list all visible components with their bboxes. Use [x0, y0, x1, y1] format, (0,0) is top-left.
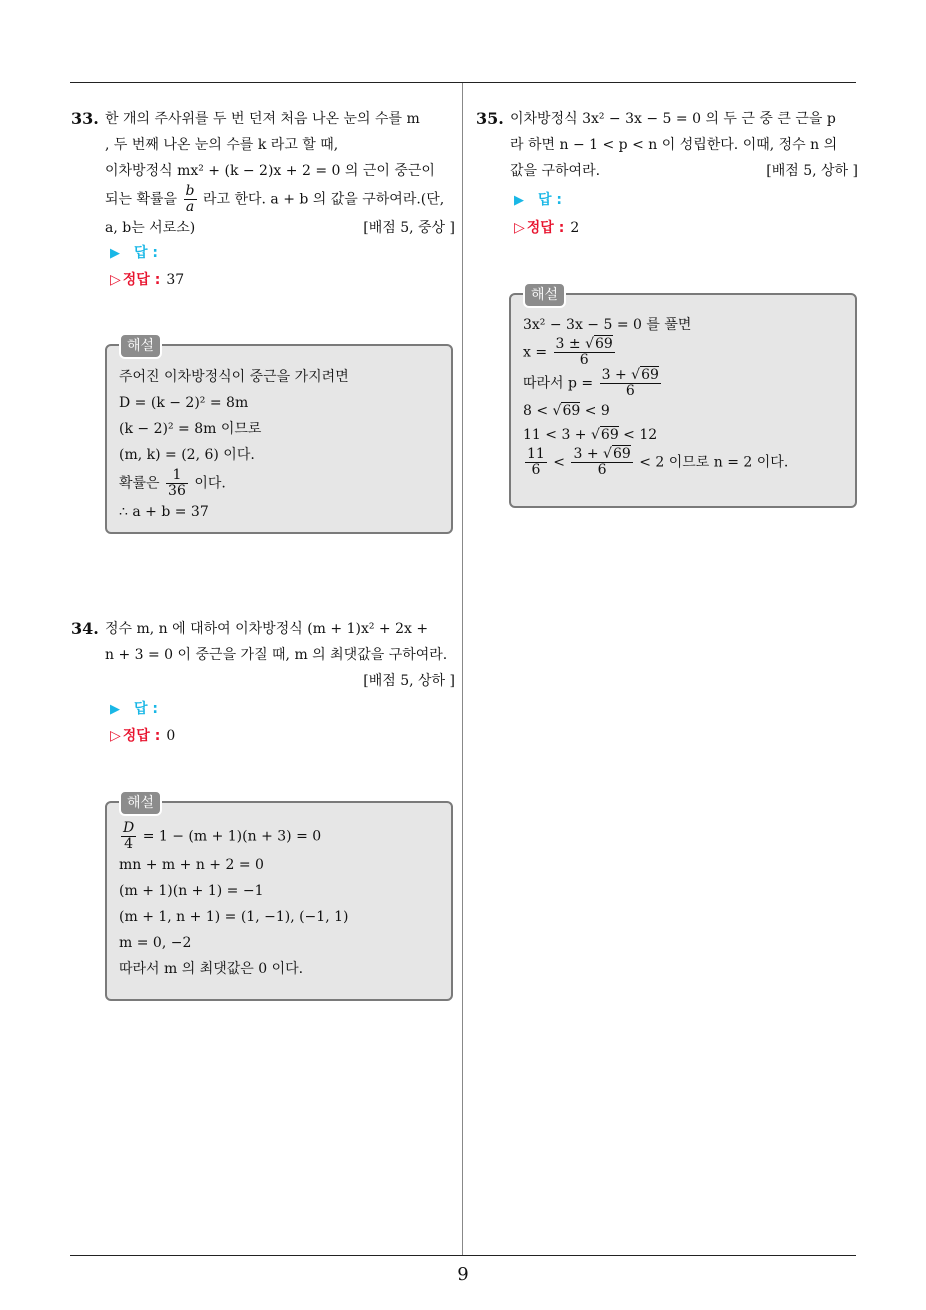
- fraction-denominator: 6: [531, 462, 541, 478]
- solution-text: < 12: [618, 427, 658, 443]
- fraction-numerator: D: [123, 820, 135, 836]
- solution-line: [523, 423, 843, 447]
- solution-line: m = 0, −2: [119, 935, 192, 951]
- sqrt-prefix: 3 + √: [573, 446, 612, 462]
- question-line: [510, 158, 858, 184]
- answer-label: 답 :: [134, 701, 158, 717]
- solution-text: 따라서 p =: [523, 375, 594, 392]
- play-icon: ▶: [110, 702, 120, 717]
- solution-text: 11 < 3 + √: [523, 427, 600, 443]
- solution-line: 주어진 이차방정식이 중근을 가지려면: [119, 369, 349, 385]
- answer-row: [110, 243, 158, 264]
- correct-label: 정답 :: [122, 272, 161, 288]
- fraction-numerator: [571, 447, 632, 463]
- solution-line: [523, 447, 843, 478]
- score-label: [배점 5, 상하 ]: [363, 673, 455, 689]
- solution-line: [119, 821, 439, 852]
- fraction: [600, 368, 661, 399]
- solution-line: [523, 337, 843, 368]
- question-line: 정수 m, n 에 대하여 이차방정식 (m + 1)x² + 2x +: [105, 621, 429, 637]
- answer-row: [514, 190, 562, 211]
- triangle-outline-icon: ▷: [110, 728, 121, 744]
- sqrt-radicand: 69: [562, 403, 581, 419]
- answer-row: [110, 699, 158, 720]
- correct-answer-row: [514, 218, 579, 238]
- explanation-tag: 해설: [119, 333, 162, 359]
- question-text: a, b는 서로소): [105, 220, 196, 236]
- sqrt-prefix: 3 ± √: [555, 336, 594, 352]
- question-text: 되는 확률을: [105, 191, 178, 208]
- explanation-box: [105, 338, 453, 534]
- question-line: [105, 184, 455, 215]
- solution-text: = 1 − (m + 1)(n + 3) = 0: [142, 828, 322, 845]
- explanation-tag: 해설: [119, 790, 162, 816]
- score-label: [배점 5, 상하 ]: [766, 163, 858, 179]
- question-line: 이차방정식 3x² − 3x − 5 = 0 의 두 근 중 큰 근을 p: [510, 111, 836, 127]
- fraction: [184, 184, 197, 215]
- solution-text: x =: [523, 344, 548, 361]
- fraction-denominator: 4: [124, 836, 134, 852]
- solution-line: mn + m + n + 2 = 0: [119, 857, 264, 873]
- question-line: 한 개의 주사위를 두 번 던져 처음 나온 눈의 수를 m: [105, 111, 420, 127]
- fraction: [121, 821, 136, 852]
- problem-34: [71, 616, 455, 694]
- correct-value: 2: [570, 220, 580, 236]
- fraction-numerator: [600, 368, 661, 384]
- triangle-outline-icon: ▷: [514, 220, 525, 236]
- fraction-denominator: 36: [168, 483, 186, 499]
- solution-line: 따라서 m 의 최댓값은 0 이다.: [119, 961, 304, 977]
- correct-label: 정답 :: [122, 728, 161, 744]
- problem-number: 34.: [71, 619, 99, 638]
- solution-line: (m + 1)(n + 1) = −1: [119, 883, 264, 899]
- page-number: 9: [457, 1264, 469, 1285]
- triangle-outline-icon: ▷: [110, 272, 121, 288]
- fraction: [571, 447, 632, 478]
- answer-label: 답 :: [134, 245, 158, 261]
- solution-text: 확률은: [119, 475, 160, 492]
- play-icon: ▶: [514, 193, 524, 208]
- fraction-denominator: 6: [625, 383, 635, 399]
- solution-text: 8 < √: [523, 403, 562, 419]
- correct-label: 정답 :: [526, 220, 565, 236]
- solution-text: < 9: [580, 403, 610, 419]
- correct-answer-row: [110, 270, 184, 290]
- explanation-tag: 해설: [523, 282, 566, 308]
- correct-value: 37: [166, 272, 185, 288]
- solution-line: [523, 368, 843, 399]
- answer-label: 답 :: [538, 192, 562, 208]
- bottom-rule: [70, 1255, 856, 1256]
- solution-line: [119, 468, 439, 499]
- solution-line: (m, k) = (2, 6) 이다.: [119, 447, 255, 463]
- sqrt-radicand: 69: [641, 367, 659, 383]
- question-line: 라 하면 n − 1 < p < n 이 성립한다. 이때, 정수 n 의: [510, 137, 838, 153]
- sqrt-radicand: 69: [600, 427, 619, 443]
- correct-value: 0: [166, 728, 176, 744]
- question-line: , 두 번째 나온 눈의 수를 k 라고 할 때,: [105, 137, 339, 153]
- fraction-numerator: 11: [527, 446, 545, 462]
- question-text: 값을 구하여라.: [510, 163, 601, 179]
- solution-line: [523, 399, 843, 423]
- fraction: [525, 447, 547, 478]
- sqrt-prefix: 3 + √: [601, 367, 641, 383]
- explanation-box: [509, 287, 857, 508]
- solution-line: (k − 2)² = 8m 이므로: [119, 421, 262, 437]
- solution-line: ∴ a + b = 37: [119, 504, 209, 520]
- fraction-denominator: 6: [579, 352, 589, 368]
- solution-line: (m + 1, n + 1) = (1, −1), (−1, 1): [119, 909, 349, 925]
- question-line: n + 3 = 0 이 중근을 가질 때, m 의 최댓값을 구하여라.: [105, 647, 448, 663]
- problem-number: 33.: [71, 109, 99, 128]
- solution-text: 이다.: [194, 475, 226, 492]
- score-label: [배점 5, 중상 ]: [363, 220, 455, 236]
- play-icon: ▶: [110, 246, 120, 261]
- sqrt-radicand: 69: [595, 336, 613, 352]
- fraction: [554, 337, 615, 368]
- solution-text: <: [553, 454, 566, 471]
- fraction-numerator: b: [185, 183, 195, 199]
- explanation-box: [105, 795, 453, 1001]
- sqrt-radicand: 69: [612, 446, 631, 462]
- solution-line: 3x² − 3x − 5 = 0 를 풀면: [523, 317, 692, 333]
- fraction-denominator: 6: [597, 462, 607, 478]
- problem-35: [476, 106, 858, 184]
- solution-line: D = (k − 2)² = 8m: [119, 395, 249, 411]
- fraction-numerator: [554, 337, 615, 353]
- top-rule: [70, 82, 856, 83]
- problem-33: [71, 106, 455, 241]
- fraction-numerator: 1: [166, 468, 188, 484]
- solution-text: < 2 이므로 n = 2 이다.: [639, 454, 789, 471]
- fraction: [166, 468, 188, 499]
- question-line: [105, 215, 455, 241]
- problem-number: 35.: [476, 109, 504, 128]
- column-divider: [462, 83, 463, 1256]
- question-line: 이차방정식 mx² + (k − 2)x + 2 = 0 의 근이 중근이: [105, 163, 435, 179]
- correct-answer-row: [110, 726, 175, 746]
- question-text: 라고 한다. a + b 의 값을 구하여라.(단,: [202, 191, 445, 208]
- fraction-denominator: a: [185, 199, 195, 215]
